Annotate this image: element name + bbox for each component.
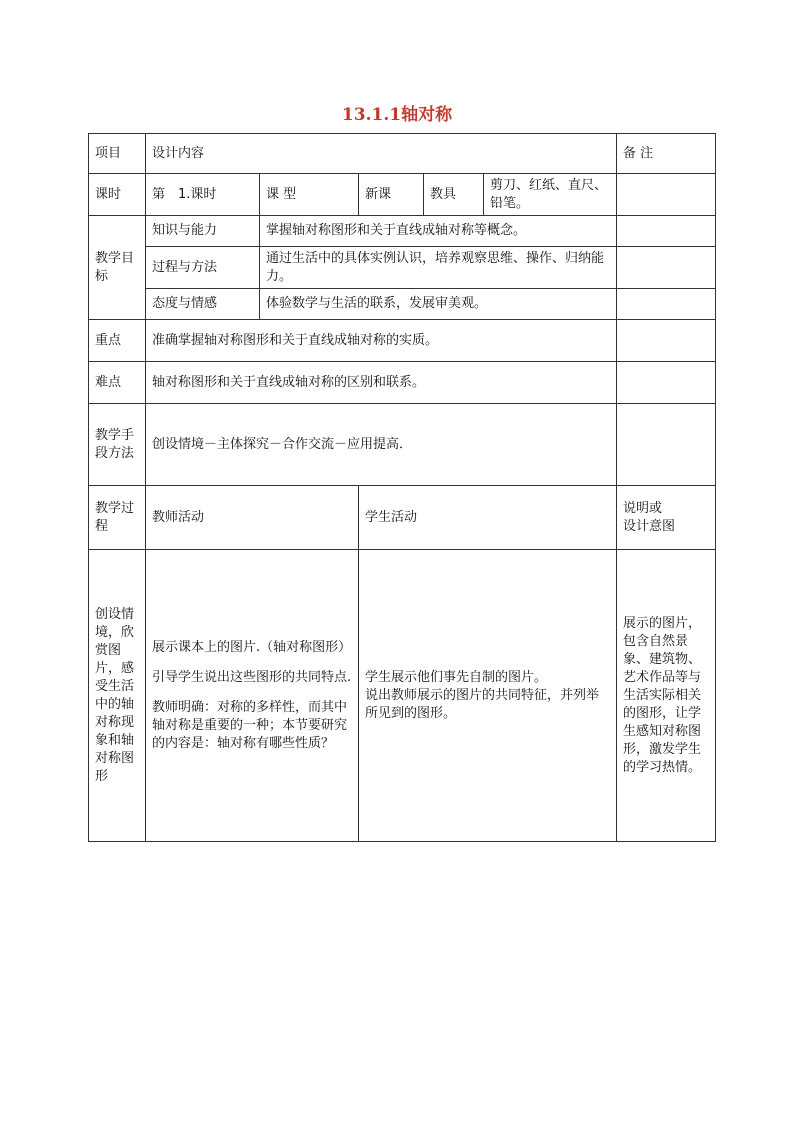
goal-note-empty <box>617 289 716 320</box>
page-title: 13.1.1轴对称 <box>341 105 453 125</box>
key-point-label: 重点 <box>89 320 146 362</box>
design-note-header: 说明或 设计意图 <box>617 486 716 550</box>
header-item: 项目 <box>89 134 146 174</box>
student-activity <box>359 550 617 842</box>
process-label: 教学过程 <box>89 486 146 550</box>
difficulty-note-empty <box>617 362 716 404</box>
means-label: 教学手段方法 <box>89 404 146 486</box>
goal-row <box>89 289 716 320</box>
key-point-text: 准确掌握轴对称图形和关于直线成轴对称的实质。 <box>146 320 617 362</box>
header-content: 设计内容 <box>146 134 617 174</box>
difficulty-row <box>89 362 716 404</box>
lesson-row <box>89 174 716 216</box>
teacher-activity-header: 教师活动 <box>146 486 359 550</box>
student-activity-para: 说出教师展示的图片的共同特征，并列举所见到的图形。 <box>365 687 600 721</box>
key-point-row <box>89 320 716 362</box>
process-header-row <box>89 486 716 550</box>
lesson-period: 第 1.课时 <box>146 174 260 216</box>
goal-text: 通过生活中的具体实例认识，培养观察思维、操作、归纳能力。 <box>260 247 617 289</box>
lesson-type-value: 新课 <box>359 174 424 216</box>
goal-name: 知识与能力 <box>146 216 260 247</box>
lesson-type-label: 课 型 <box>260 174 359 216</box>
means-row <box>89 404 716 486</box>
student-activity-para: 学生展示他们事先自制的图片。 <box>365 669 548 685</box>
difficulty-label: 难点 <box>89 362 146 404</box>
goal-name: 过程与方法 <box>146 247 260 289</box>
goal-note-empty <box>617 216 716 247</box>
goal-row <box>89 247 716 289</box>
goal-text: 掌握轴对称图形和关于直线成轴对称等概念。 <box>260 216 617 247</box>
lesson-plan-table <box>88 133 716 842</box>
lesson-label: 课时 <box>89 174 146 216</box>
teacher-activity <box>146 550 359 842</box>
goal-name: 态度与情感 <box>146 289 260 320</box>
header-note: 备 注 <box>617 134 716 174</box>
key-point-note-empty <box>617 320 716 362</box>
difficulty-text: 轴对称图形和关于直线成轴对称的区别和联系。 <box>146 362 617 404</box>
goals-label: 教学目标 <box>89 216 146 320</box>
header-row <box>89 134 716 174</box>
teacher-activity-para: 展示课本上的图片.（轴对称图形） <box>152 639 352 655</box>
goal-note-empty <box>617 247 716 289</box>
student-activity-header: 学生活动 <box>359 486 617 550</box>
means-note-empty <box>617 404 716 486</box>
design-note: 展示的图片，包含自然景象、建筑物、艺术作品等与生活实际相关的图形，让学生感知对称图形，激发学生的学习热情。 <box>617 550 716 842</box>
process-content-row <box>89 550 716 842</box>
lesson-tools-label: 教具 <box>424 174 484 216</box>
teacher-activity-para: 引导学生说出这些图形的共同特点. <box>152 669 352 685</box>
stage-name: 创设情境，欣赏图片，感受生活中的轴对称现象和轴对称图形 <box>89 550 146 842</box>
goal-text: 体验数学与生活的联系，发展审美观。 <box>260 289 617 320</box>
means-text: 创设情境－主体探究－合作交流－应用提高． <box>146 404 617 486</box>
goal-row <box>89 216 716 247</box>
teacher-activity-para: 教师明确：对称的多样性，而其中轴对称是重要的一种；本节要研究的内容是：轴对称有哪些性质？ <box>152 699 348 751</box>
lesson-note-empty <box>617 174 716 216</box>
lesson-tools-value: 剪刀、红纸、直尺、铅笔。 <box>484 174 617 216</box>
